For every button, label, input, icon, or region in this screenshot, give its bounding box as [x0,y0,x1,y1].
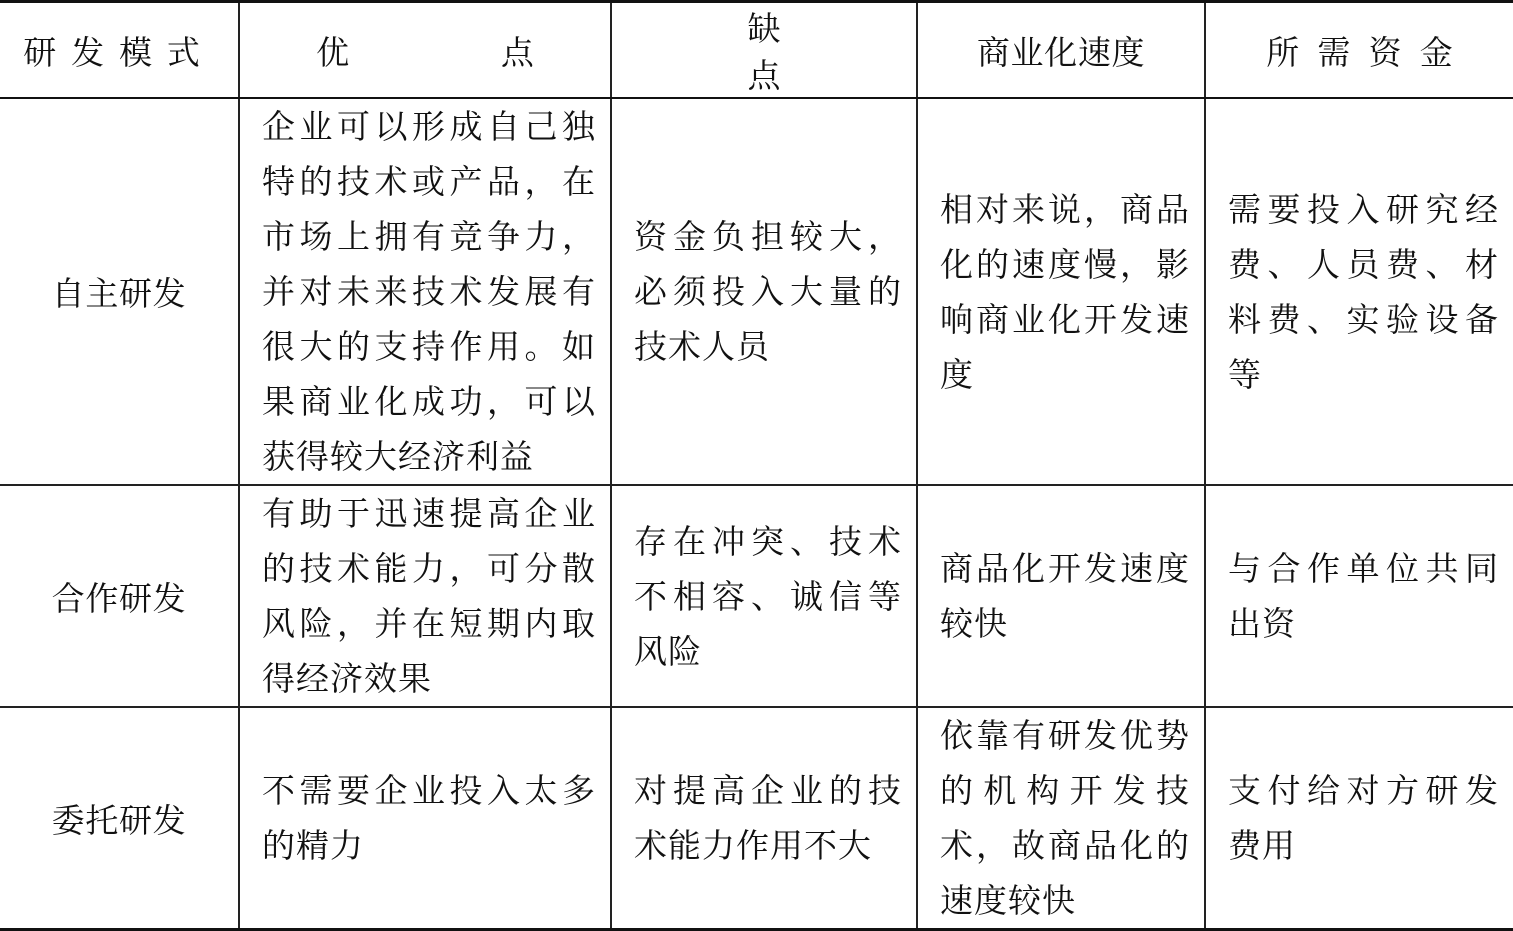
funding-cell: 需要投入研究经费、人员费、材料费、实验设备等 [1205,98,1513,485]
commercialization-speed-cell: 商品化开发速度较快 [917,485,1205,707]
disadvantages-cell: 资金负担较大，必须投入大量的技术人员 [611,98,917,485]
table-body [0,98,1513,930]
header-commercialization-speed: 商业化速度 [917,2,1205,99]
row-mode-label: 自主研发 [0,98,239,485]
header-rd-mode: 研发模式 [0,2,239,99]
commercialization-speed-cell: 相对来说，商品化的速度慢，影响商业化开发速度 [917,98,1205,485]
header-funding: 所需资金 [1205,2,1513,99]
disadvantages-cell: 存在冲突、技术不相容、诚信等风险 [611,485,917,707]
header-row [0,2,1513,99]
disadvantages-cell: 对提高企业的技术能力作用不大 [611,707,917,930]
table-header [0,2,1513,99]
table-row [0,707,1513,930]
row-mode-label: 合作研发 [0,485,239,707]
table-row [0,98,1513,485]
table-row [0,485,1513,707]
funding-cell: 与合作单位共同出资 [1205,485,1513,707]
advantages-cell: 不需要企业投入太多的精力 [239,707,611,930]
advantages-cell: 有助于迅速提高企业的技术能力，可分散风险，并在短期内取得经济效果 [239,485,611,707]
header-advantages: 优 点 [239,2,611,99]
funding-cell: 支付给对方研发费用 [1205,707,1513,930]
row-mode-label: 委托研发 [0,707,239,930]
advantages-cell: 企业可以形成自己独特的技术或产品，在市场上拥有竞争力，并对未来技术发展有很大的支持作用。如果商业化成功，可以获得较大经济利益 [239,98,611,485]
header-disadvantages: 缺 点 [611,2,917,99]
commercialization-speed-cell: 依靠有研发优势的机构开发技术，故商品化的速度较快 [917,707,1205,930]
